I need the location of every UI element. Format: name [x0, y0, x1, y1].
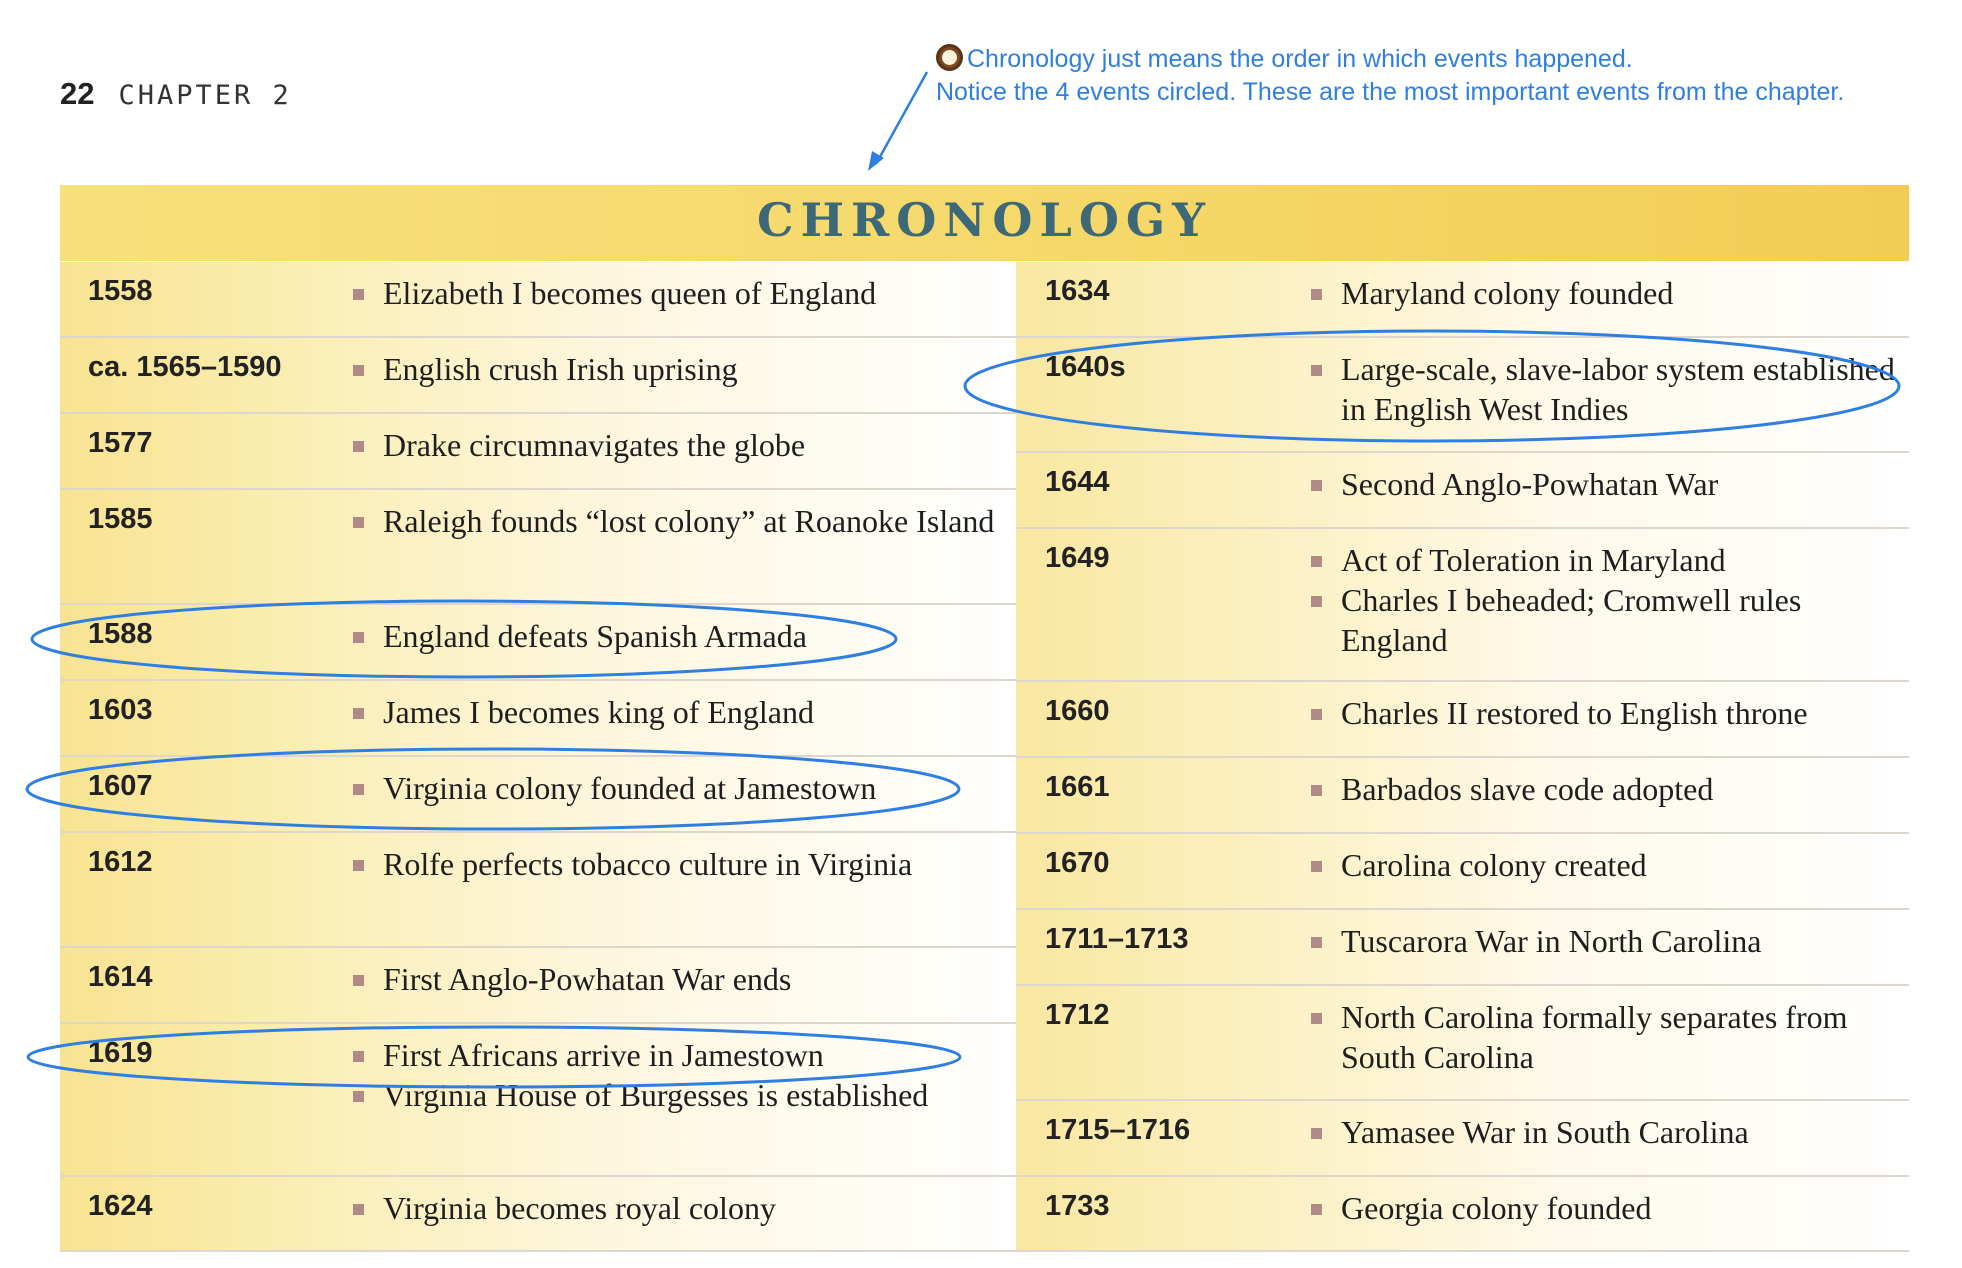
- event-item: Large-scale, slave-labor system established in English West Indies: [1311, 349, 1899, 429]
- timeline-row: [1016, 529, 1909, 682]
- timeline-row: [60, 1024, 1016, 1177]
- event-list: [1311, 273, 1899, 313]
- event-list: [353, 273, 1006, 313]
- event-date: 1649: [1045, 542, 1110, 574]
- event-item: Georgia colony founded: [1311, 1188, 1899, 1228]
- note-line-1: Chronology just means the order in which events happened.: [967, 45, 1633, 73]
- event-list: [353, 844, 1006, 884]
- timeline-row: [1016, 1177, 1909, 1252]
- event-item: First Anglo-Powhatan War ends: [353, 959, 1006, 999]
- event-date: 1614: [88, 961, 153, 993]
- event-item: England defeats Spanish Armada: [353, 616, 1006, 656]
- event-item: Virginia House of Burgesses is established: [353, 1075, 1006, 1115]
- event-date: 1644: [1045, 466, 1110, 498]
- event-item: Act of Toleration in Maryland: [1311, 540, 1899, 580]
- event-item: James I becomes king of England: [353, 692, 1006, 732]
- event-item: Yamasee War in South Carolina: [1311, 1112, 1899, 1152]
- timeline-row: [60, 605, 1016, 681]
- timeline-row: [60, 681, 1016, 757]
- timeline-row: [60, 757, 1016, 833]
- left-column: [60, 262, 1016, 1252]
- event-list: [1311, 845, 1899, 885]
- event-item: Barbados slave code adopted: [1311, 769, 1899, 809]
- event-item: Raleigh founds “lost colony” at Roanoke Island: [353, 501, 1006, 541]
- chronology-banner: [60, 185, 1909, 261]
- event-date: 1619: [88, 1037, 153, 1069]
- event-date: 1588: [88, 618, 153, 650]
- timeline-row: [60, 1177, 1016, 1252]
- timeline-row: [60, 833, 1016, 948]
- timeline-row: [60, 262, 1016, 338]
- timeline-row: [1016, 910, 1909, 986]
- event-date: 1558: [88, 275, 153, 307]
- timeline-row: [1016, 338, 1909, 453]
- event-date: 1661: [1045, 771, 1110, 803]
- event-date: 1711–1713: [1045, 923, 1189, 955]
- timeline-row: [1016, 453, 1909, 529]
- event-list: [353, 616, 1006, 656]
- timeline-row: [60, 414, 1016, 490]
- timeline-row: [60, 948, 1016, 1024]
- event-item: Rolfe perfects tobacco culture in Virginia: [353, 844, 1006, 884]
- event-list: [1311, 921, 1899, 961]
- event-list: [1311, 464, 1899, 504]
- event-date: 1640s: [1045, 351, 1126, 383]
- event-list: [1311, 1112, 1899, 1152]
- event-item: English crush Irish uprising: [353, 349, 1006, 389]
- timeline-row: [1016, 986, 1909, 1101]
- event-date: 1712: [1045, 999, 1110, 1031]
- event-date: 1585: [88, 503, 153, 535]
- annotation-arrow-line: [876, 72, 927, 164]
- event-date: 1624: [88, 1190, 153, 1222]
- clock-icon: [936, 44, 963, 71]
- event-item: Carolina colony created: [1311, 845, 1899, 885]
- event-item: Virginia colony founded at Jamestown: [353, 768, 1006, 808]
- timeline-row: [60, 338, 1016, 414]
- event-item: Charles I beheaded; Cromwell rules England: [1311, 580, 1899, 660]
- event-list: [1311, 540, 1899, 660]
- timeline-row: [1016, 262, 1909, 338]
- right-column: [1016, 262, 1909, 1252]
- event-list: [1311, 997, 1899, 1077]
- event-item: Charles II restored to English throne: [1311, 693, 1899, 733]
- note-line-2: Notice the 4 events circled. These are the most important events from the chapter.: [936, 78, 1845, 106]
- event-list: [353, 1035, 1006, 1115]
- event-date: 1670: [1045, 847, 1110, 879]
- annotation-arrowhead: [868, 151, 884, 171]
- event-list: [353, 692, 1006, 732]
- chronology-title: CHRONOLOGY: [756, 193, 1213, 247]
- event-date: 1603: [88, 694, 153, 726]
- event-list: [1311, 769, 1899, 809]
- event-item: Tuscarora War in North Carolina: [1311, 921, 1899, 961]
- event-list: [353, 768, 1006, 808]
- event-item: Maryland colony founded: [1311, 273, 1899, 313]
- event-date: 1660: [1045, 695, 1110, 727]
- event-date: ca. 1565–1590: [88, 351, 282, 383]
- page-header: [60, 76, 292, 112]
- page-number: 22: [60, 76, 95, 111]
- row-divider: [60, 1250, 1016, 1252]
- event-date: 1577: [88, 427, 153, 459]
- timeline-row: [1016, 758, 1909, 834]
- event-item: Drake circumnavigates the globe: [353, 425, 1006, 465]
- event-item: North Carolina formally separates from South Carolina: [1311, 997, 1899, 1077]
- event-list: [353, 501, 1006, 541]
- event-item: First Africans arrive in Jamestown: [353, 1035, 1006, 1075]
- event-list: [1311, 349, 1899, 429]
- event-date: 1612: [88, 846, 153, 878]
- event-item: Second Anglo-Powhatan War: [1311, 464, 1899, 504]
- event-list: [353, 959, 1006, 999]
- timeline-row: [1016, 1101, 1909, 1177]
- timeline-row: [1016, 834, 1909, 910]
- event-list: [353, 1188, 1006, 1228]
- chapter-label: CHAPTER 2: [118, 80, 292, 111]
- row-divider: [1016, 1250, 1909, 1252]
- event-item: Elizabeth I becomes queen of England: [353, 273, 1006, 313]
- annotation-note: [936, 43, 1844, 109]
- event-date: 1634: [1045, 275, 1110, 307]
- timeline-row: [1016, 682, 1909, 758]
- event-list: [1311, 693, 1899, 733]
- timeline-row: [60, 490, 1016, 605]
- event-date: 1715–1716: [1045, 1114, 1191, 1146]
- event-date: 1607: [88, 770, 153, 802]
- event-list: [353, 425, 1006, 465]
- event-list: [353, 349, 1006, 389]
- event-item: Virginia becomes royal colony: [353, 1188, 1006, 1228]
- event-list: [1311, 1188, 1899, 1228]
- event-date: 1733: [1045, 1190, 1110, 1222]
